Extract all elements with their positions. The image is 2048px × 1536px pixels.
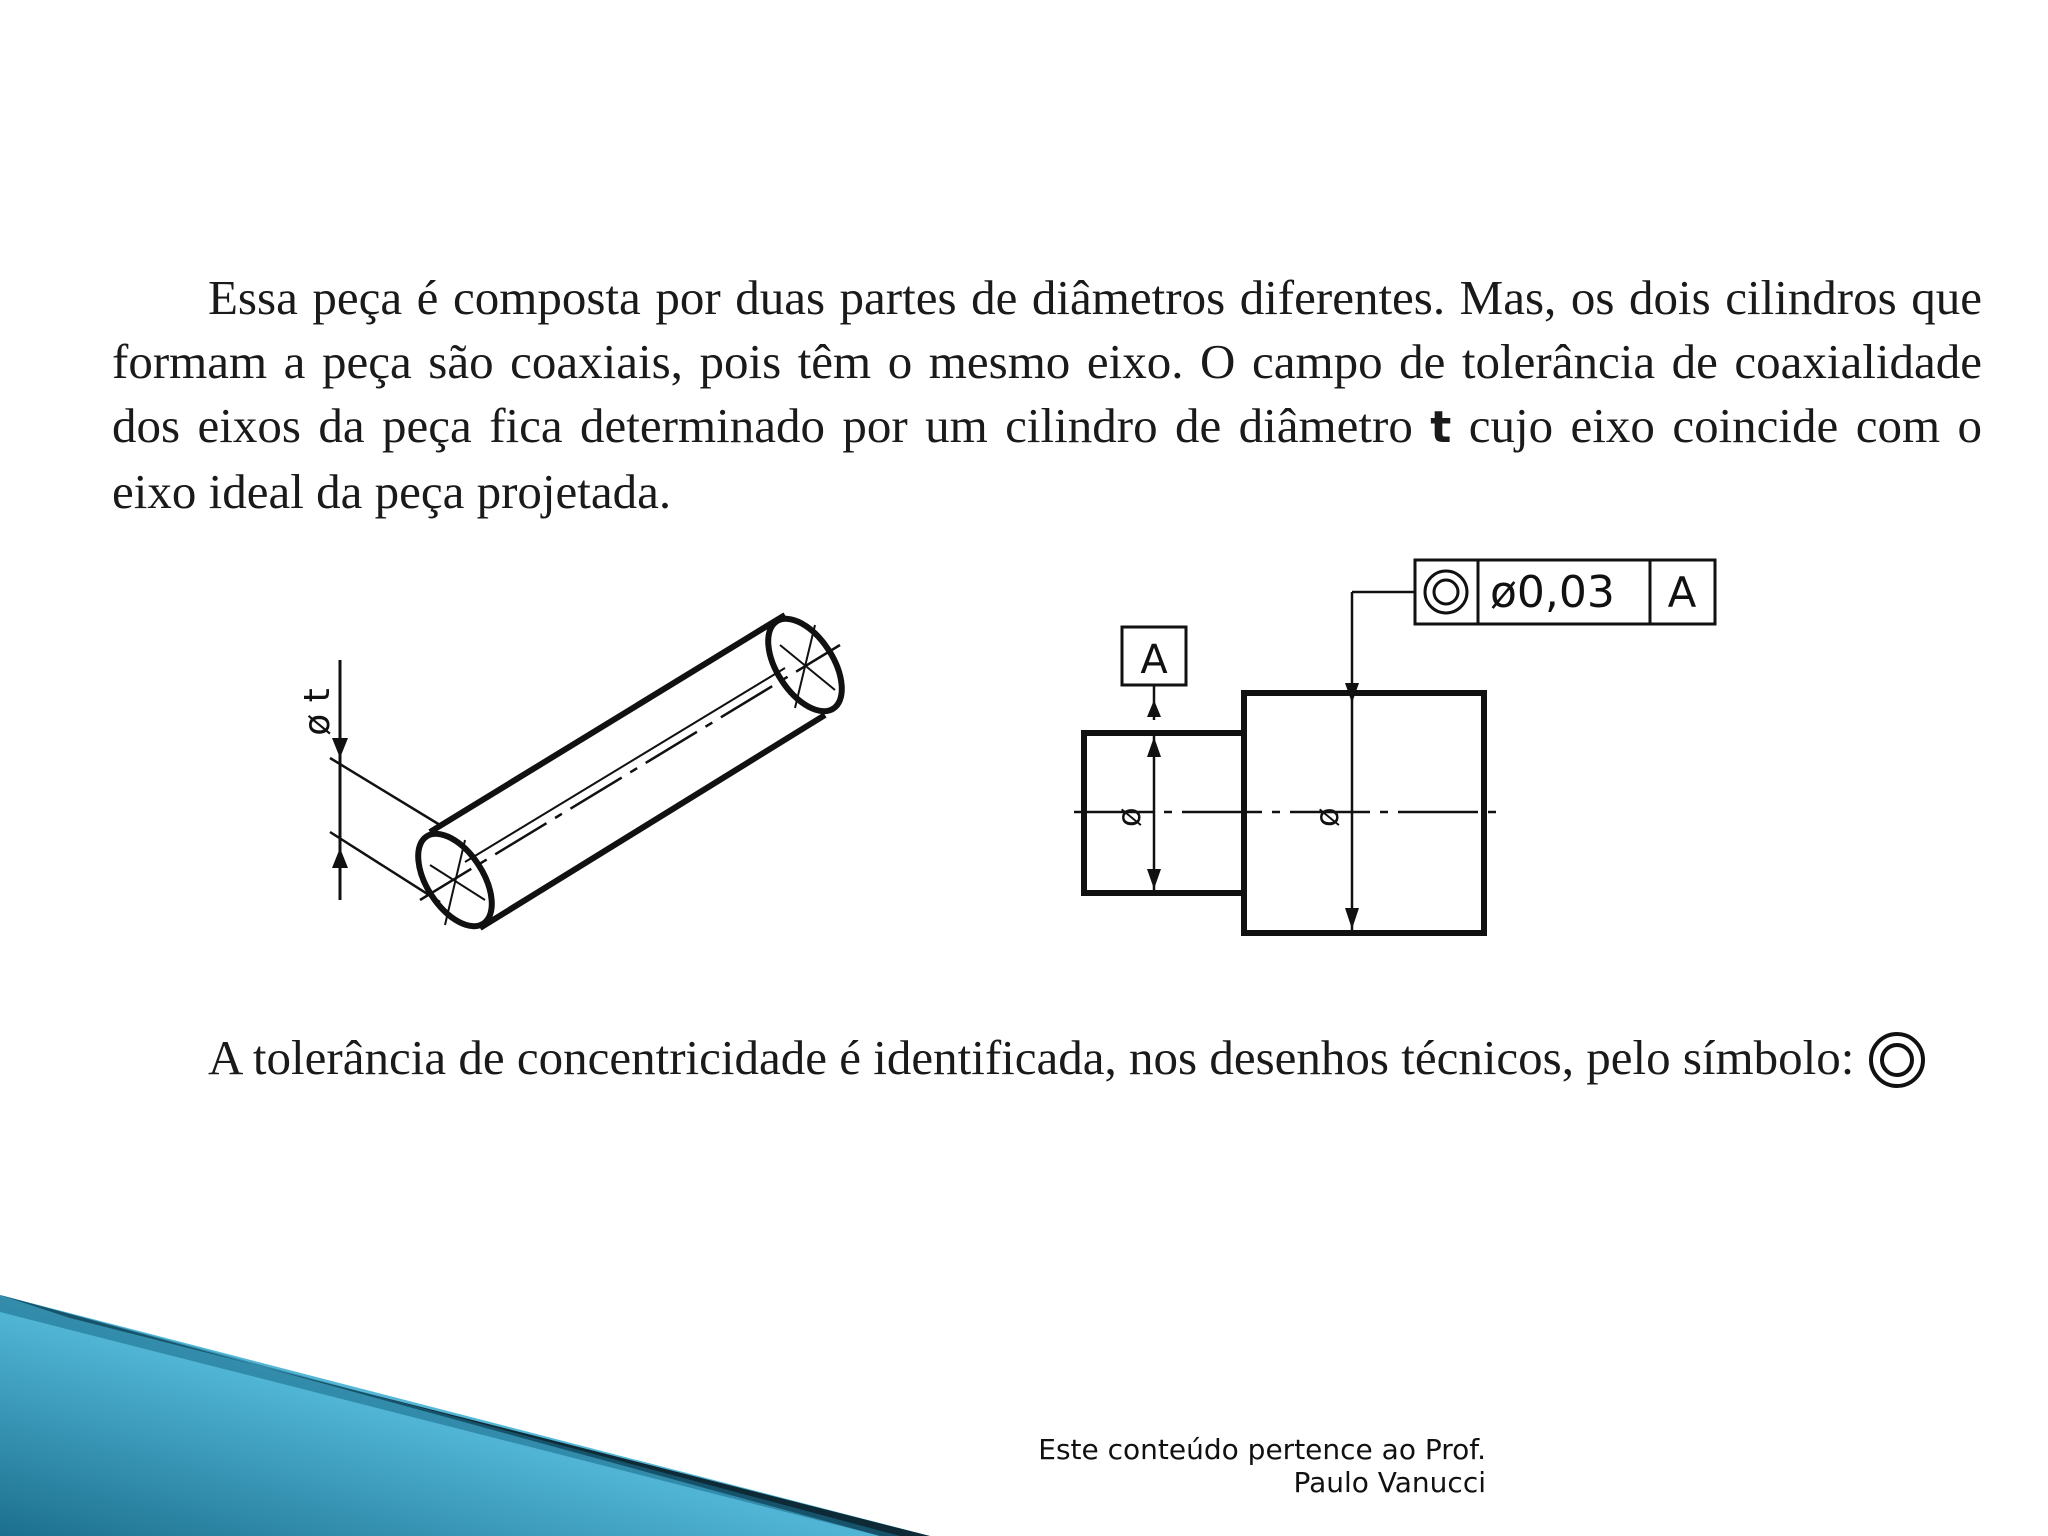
datum-label: A — [1140, 637, 1168, 683]
feature-control-frame — [1415, 560, 1715, 624]
paragraph1-text-b: cujo eixo coincide com o eixo ideal da peça projetada. — [112, 398, 1983, 519]
cylinder-tolerance-figure — [280, 600, 860, 960]
stepped-shaft-figure — [1060, 545, 1740, 945]
paragraph-coaxiality — [112, 266, 1982, 524]
paragraph1-text-a: Essa peça é composta por duas partes de diâmetros diferentes. Mas, os dois cilindros que formam a peça são coaxiais, pois têm o mesmo eixo. O campo de tolerância de coaxialidade dos eixos da peça fica determinado por um cilindro de diâmetro — [112, 270, 1982, 453]
footer-line1: Este conteúdo pertence ao Prof. — [1038, 1433, 1486, 1466]
diameter-t-label: ø t — [297, 688, 338, 736]
paragraph1-bold-t: t — [1430, 402, 1452, 453]
datum-reference: A — [1667, 568, 1697, 617]
paragraph-concentricity — [112, 1026, 1982, 1090]
diameter-small-label: ø — [1110, 807, 1148, 827]
paragraph2-text: A tolerância de concentricidade é identificada, nos desenhos técnicos, pelo símbolo: — [208, 1030, 1867, 1085]
tolerance-value: ø0,03 — [1490, 567, 1615, 618]
footer-line2: Paulo Vanucci — [1293, 1466, 1486, 1499]
diameter-large-label: ø — [1308, 807, 1346, 827]
concentricity-symbol-icon — [1867, 1030, 1927, 1090]
footer-credit — [990, 1433, 1486, 1499]
